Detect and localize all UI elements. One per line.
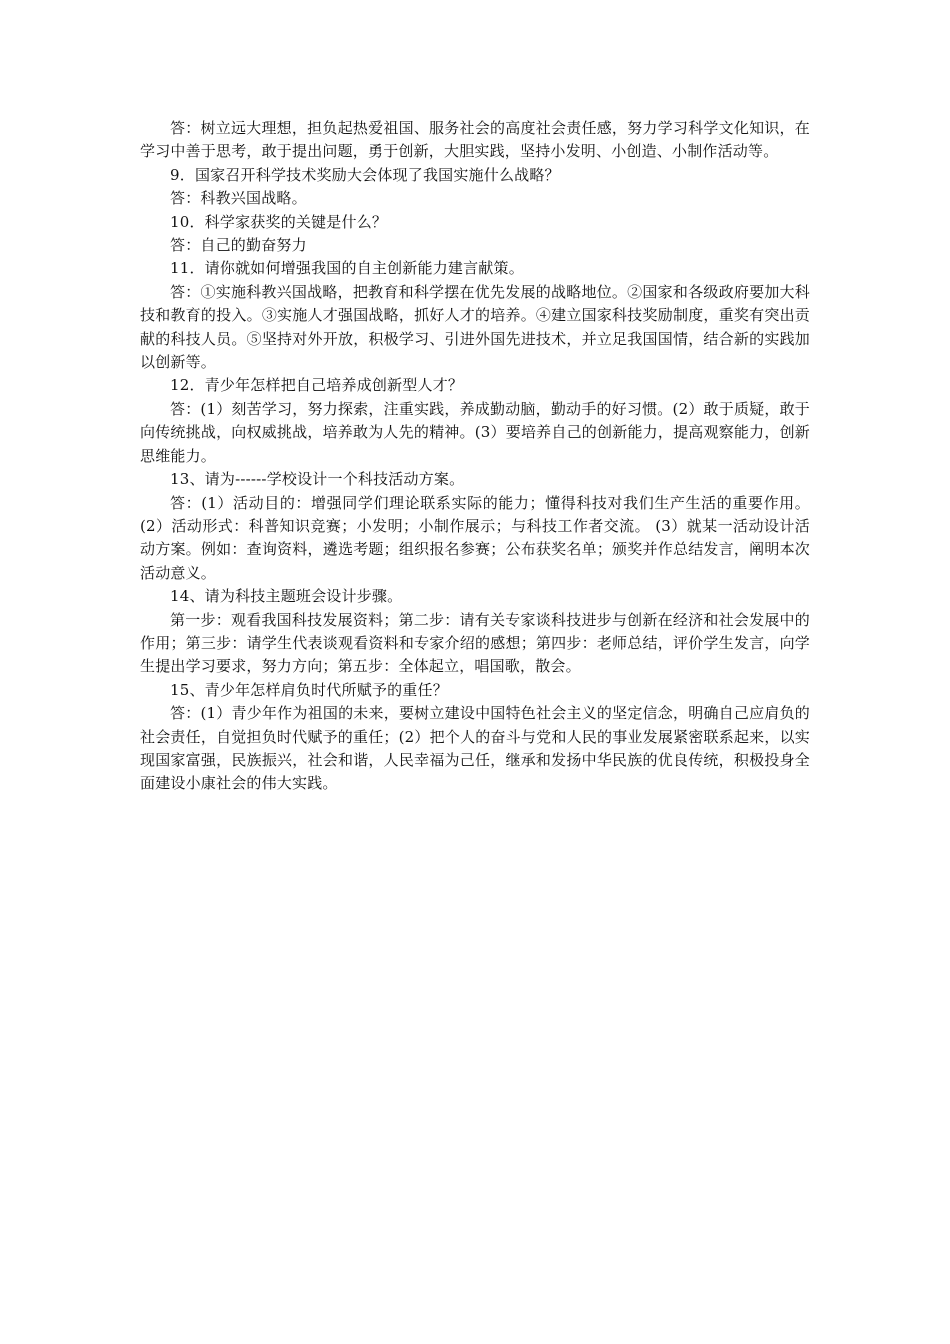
- document-body: [140, 117, 810, 796]
- answer-10: 答：自己的勤奋努力: [170, 236, 307, 255]
- question-9: 9．国家召开科学技术奖励大会体现了我国实施什么战略？: [170, 165, 560, 184]
- question-15: 15、青少年怎样肩负时代所赋予的重任？: [170, 680, 448, 699]
- question-10: 10．科学家获奖的关键是什么？: [170, 212, 388, 231]
- answer-14: 第一步：观看我国科技发展资料；第二步：请有关专家谈科技进步与创新在经济和社会发展中的作用；第三步：请学生代表谈观看资料和专家介绍的感想；第四步：老师总结，评价学生发言，向学生提出学习要求，努力方向；第五步：全体起立，唱国歌，散会。: [140, 610, 810, 676]
- answer-paragraph: 答：树立远大理想，担负起热爱祖国、服务社会的高度社会责任感，努力学习科学文化知识，在学习中善于思考，敢于提出问题，勇于创新，大胆实践，坚持小发明、小创造、小制作活动等。: [140, 119, 810, 161]
- question-12: 12．青少年怎样把自己培养成创新型人才？: [170, 376, 464, 395]
- answer-13: 答：(1）活动目的：增强同学们理论联系实际的能力；懂得科技对我们生产生活的重要作用。 (2）活动形式：科普知识竞赛；小发明；小制作展示；与科技工作者交流。 (3）就某一活动设计活动方案。例如：查询资料，遴选考题；组织报名参赛；公布获奖名单；颁奖并作总结发言，阐明本次活动意义。: [140, 493, 810, 582]
- answer-12: 答：(1）刻苦学习，努力探索，注重实践，养成勤动脑，勤动手的好习惯。(2）敢于质疑，敢于向传统挑战，向权威挑战，培养敢为人先的精神。(3）要培养自己的创新能力，提高观察能力，创新思维能力。: [140, 399, 810, 465]
- answer-11: 答：①实施科教兴国战略，把教育和科学摆在优先发展的战略地位。②国家和各级政府要加大科技和教育的投入。③实施人才强国战略，抓好人才的培养。④建立国家科技奖励制度，重奖有突出贡献的科技人员。⑤坚持对外开放，积极学习、引进外国先进技术，并立足我国国情，结合新的实践加以创新等。: [140, 282, 810, 372]
- question-14: 14、请为科技主题班会设计步骤。: [170, 587, 403, 606]
- answer-9: 答：科教兴国战略。: [170, 189, 307, 208]
- question-11: 11．请你就如何增强我国的自主创新能力建言献策。: [170, 259, 524, 278]
- answer-15: 答：(1）青少年作为祖国的未来，要树立建设中国特色社会主义的坚定信念，明确自己应肩负的社会责任，自觉担负时代赋予的重任；(2）把个人的奋斗与党和人民的事业发展紧密联系起来，以实现国家富强，民族振兴，社会和谐，人民幸福为己任，继承和发扬中华民族的优良传统，积极投身全面建设小康社会的伟大实践。: [140, 704, 810, 793]
- question-13: 13、请为------学校设计一个科技活动方案。: [170, 470, 465, 489]
